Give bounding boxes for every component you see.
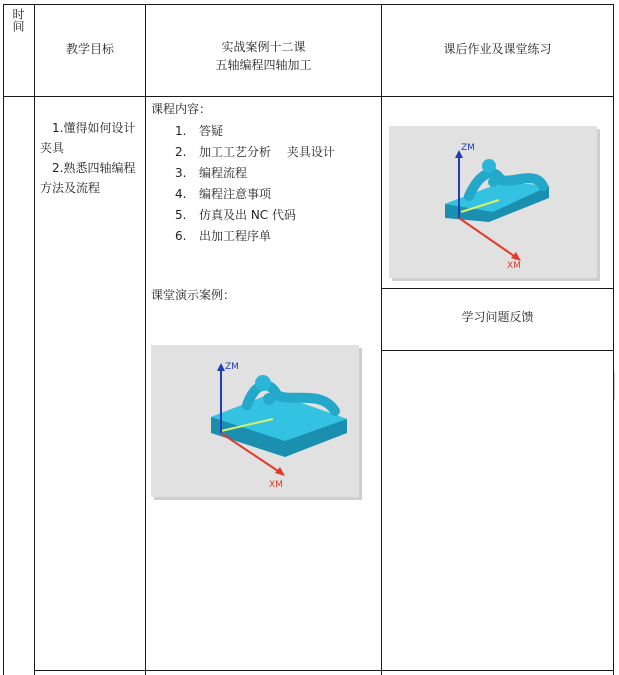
content-item-text: 编程流程 [199,166,248,180]
content-item [175,184,335,205]
content-item-num: 5. [175,208,187,222]
content-title: 课程内容： [151,102,212,116]
cad-part-render [389,126,597,278]
image-row-divider [382,288,614,289]
course-title [146,38,381,74]
z-axis-label: ZM [461,143,475,153]
content-item-text: 编程注意事项 [199,187,272,201]
content-list [175,121,335,247]
objectives-list [40,118,142,198]
content-item-num: 2. [175,145,187,159]
content-item-num: 3. [175,166,187,180]
objective-item: 1.懂得如何设计夹具 [40,121,136,155]
content-item [175,142,335,163]
feedback-label: 学习问题反馈 [461,310,534,324]
demo-title: 课堂演示案例： [151,288,236,302]
content-item [175,163,335,184]
content-item-num: 4. [175,187,187,201]
table-bottom-border [34,670,614,671]
homework-part-image [389,126,597,278]
page-edge-marker [614,372,619,400]
course-title-line2: 五轴编程四轴加工 [215,58,312,72]
header-bottom-border [3,96,614,97]
col-border-left [3,4,4,675]
col-border-time [34,4,35,675]
content-item-num: 6. [175,229,187,243]
table-top-border [3,4,614,5]
content-item [175,121,335,142]
feedback-row-divider [382,350,614,351]
objectives-header: 教学目标 [65,42,114,56]
course-title-line1: 实战案例十二课 [221,40,306,54]
content-item-num: 1. [175,124,187,138]
content-item-text: 加工工艺分析 夹具设计 [199,145,335,159]
cad-part-render [151,345,359,497]
x-axis-label: XM [269,480,283,490]
content-item [175,205,335,226]
homework-header: 课后作业及课堂练习 [443,42,552,56]
content-item-text: 出加工程序单 [199,229,272,243]
demo-part-image [151,345,359,497]
content-item-text: 仿真及出 NC 代码 [199,208,296,222]
objective-item: 2.熟悉四轴编程方法及流程 [40,161,136,195]
time-header: 时间 [11,8,25,32]
col-border-content [381,4,382,675]
content-item [175,226,335,247]
z-axis-label: ZM [225,362,239,372]
col-border-objectives [145,4,146,675]
content-item-text: 答疑 [199,124,224,138]
col-border-right [613,4,614,675]
x-axis-label: XM [507,261,521,271]
